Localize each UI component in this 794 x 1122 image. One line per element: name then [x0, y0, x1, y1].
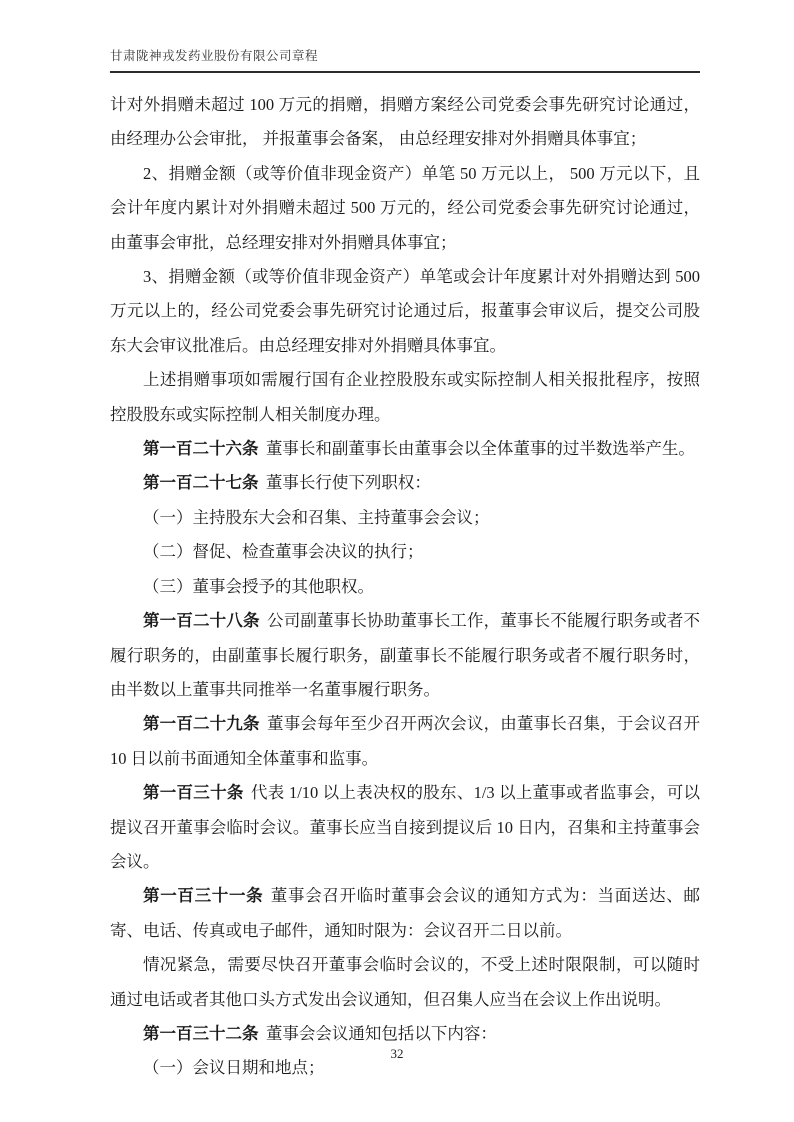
paragraph-list-item-1 [110, 501, 700, 535]
paragraph-article-129 [110, 707, 700, 776]
paragraph-article-127 [110, 466, 700, 500]
article-term: 第一百三十条 [143, 783, 244, 803]
document-body [110, 88, 700, 1086]
page-footer [0, 1046, 794, 1062]
paragraph-donation-item-3 [110, 260, 700, 363]
header-title: 甘肃陇神戎发药业股份有限公司章程 [110, 49, 319, 63]
paragraph-article-130 [110, 776, 700, 879]
paragraph-donation-item-2 [110, 157, 700, 260]
paragraph-list-item-2 [110, 535, 700, 569]
paragraph-article-128 [110, 604, 700, 707]
paragraph-urgent-notice [110, 948, 700, 1017]
paragraph-text: 上述捐赠事项如需履行国有企业控股股东或实际控制人相关报批程序，按照控股股东或实际控制人相关制度办理。 [110, 370, 700, 424]
paragraph-text: （一）主持股东大会和召集、主持董事会会议； [143, 507, 490, 527]
article-term: 第一百二十六条 [143, 439, 259, 459]
paragraph-text: （二）督促、检查董事会决议的执行； [143, 542, 424, 562]
paragraph-text: 公司副董事长协助董事长工作，董事长不能履行职务或者不履行职务的，由副董事长履行职务，副董事长不能履行职务或者不履行职务时，由半数以上董事共同推举一名董事履行职务。 [110, 611, 701, 699]
paragraph-continuation [110, 88, 700, 157]
paragraph-text: 董事会会议通知包括以下内容： [265, 1023, 497, 1043]
paragraph-text: 董事长和副董事长由董事会以全体董事的过半数选举产生。 [265, 439, 695, 459]
page-number: 32 [390, 1046, 404, 1061]
article-term: 第一百二十七条 [143, 473, 259, 493]
paragraph-text: 计对外捐赠未超过 100 万元的捐赠，捐赠方案经公司党委会事先研究讨论通过，由经理办公会审批， 并报董事会备案， 由总经理安排对外捐赠具体事宜； [110, 95, 700, 149]
paragraph-text: 情况紧急，需要尽快召开董事会临时会议的，不受上述时限限制，可以随时通过电话或者其他口头方式发出会议通知，但召集人应当在会议上作出说明。 [110, 955, 700, 1009]
paragraph-article-131 [110, 879, 700, 948]
paragraph-list-item-3 [110, 570, 700, 604]
paragraph-text: （一）会议日期和地点； [143, 1058, 325, 1078]
paragraph-text: 董事长行使下列职权： [265, 473, 431, 493]
paragraph-text: 3、捐赠金额（或等价值非现金资产）单笔或会计年度累计对外捐赠达到 500 万元以上的，经公司党委会事先研究讨论通过后，报董事会审议后，提交公司股东大会审议批准后。由总经理安排对外捐赠具体事宜。 [110, 267, 700, 355]
paragraph-donation-note [110, 363, 700, 432]
paragraph-article-126 [110, 432, 700, 466]
paragraph-text: 董事会每年至少召开两次会议，由董事长召集，于会议召开 10 日以前书面通知全体董事和监事。 [110, 714, 701, 768]
article-term: 第一百三十二条 [143, 1023, 259, 1043]
page-header [110, 46, 700, 73]
article-term: 第一百二十八条 [143, 611, 260, 631]
paragraph-text: （三）董事会授予的其他职权。 [143, 576, 374, 596]
paragraph-text: 代表 1/10 以上表决权的股东、1/3 以上董事或者监事会，可以提议召开董事会临时会议。董事长应当自接到提议后 10 日内，召集和主持董事会会议。 [110, 783, 701, 871]
article-term: 第一百三十一条 [143, 886, 264, 906]
paragraph-text: 2、捐赠金额（或等价值非现金资产）单笔 50 万元以上， 500 万元以下，且会计年度内累计对外捐赠未超过 500 万元的，经公司党委会事先研究讨论通过，由董事会审批，总经理安排对外捐赠具体事宜； [110, 163, 700, 252]
paragraph-text: 董事会召开临时董事会会议的通知方式为：当面送达、邮寄、电话、传真或电子邮件，通知时限为：会议召开二日以前。 [110, 886, 701, 940]
article-term: 第一百二十九条 [143, 714, 260, 734]
